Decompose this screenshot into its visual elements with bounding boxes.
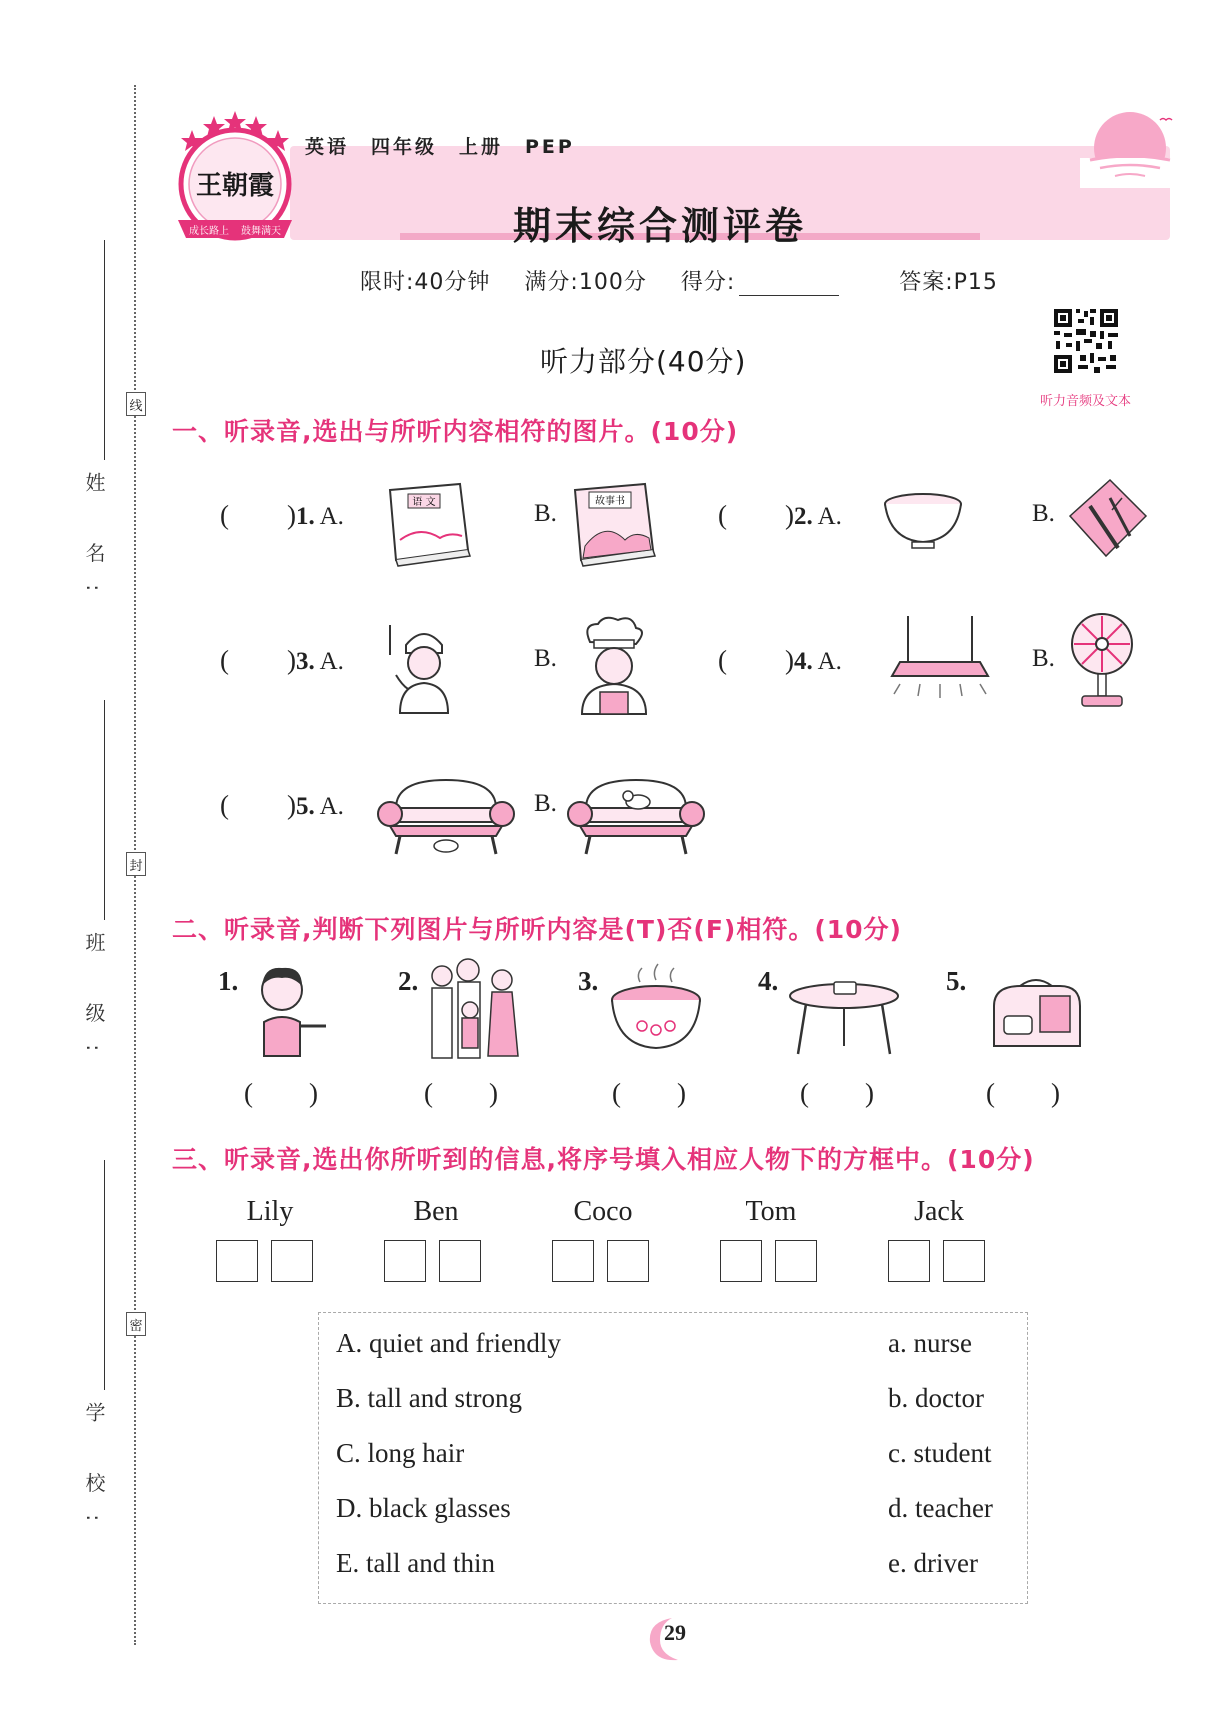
class-label: 班 级: xyxy=(82,932,106,1074)
boy-pointing-icon xyxy=(250,960,334,1060)
nurse-icon xyxy=(378,615,458,715)
full-score: 满分:100分 xyxy=(524,270,647,295)
person-name-coco: Coco xyxy=(573,1196,633,1227)
name-label: 姓 名: xyxy=(82,472,106,614)
schoolbag-icon xyxy=(980,976,1090,1056)
noodle-bowl-icon xyxy=(606,960,706,1060)
family-icon xyxy=(422,956,522,1066)
sofa-with-cat-on-icon xyxy=(566,770,706,858)
tf-item-1-paren[interactable]: ( ) xyxy=(244,1078,318,1108)
q3-option-b: B. xyxy=(534,645,557,672)
tf-item-5-paren[interactable]: ( ) xyxy=(986,1078,1060,1108)
option-E: E. tall and thin xyxy=(336,1548,495,1578)
svg-text:成长路上: 成长路上 xyxy=(189,226,229,237)
svg-text:鼓舞满天: 鼓舞满天 xyxy=(241,226,281,237)
cut-mark-seal: 封 xyxy=(126,852,146,876)
bowl-icon xyxy=(880,488,966,552)
option-e: e. driver xyxy=(888,1548,978,1578)
svg-text:语 文: 语 文 xyxy=(412,497,436,508)
option-d: d. teacher xyxy=(888,1493,993,1523)
person-name-ben: Ben xyxy=(413,1196,459,1227)
q1-answer-paren[interactable]: ( ) xyxy=(220,500,296,530)
series-label: 英语 四年级 上册 PEP xyxy=(305,136,575,158)
lily-box-2[interactable] xyxy=(271,1240,313,1282)
q5-row: ( )5. A. xyxy=(220,790,344,820)
q3-answer-paren[interactable]: ( ) xyxy=(220,645,296,675)
part-title: 听力部分(40分) xyxy=(540,345,747,378)
option-D: D. black glasses xyxy=(336,1493,511,1523)
sun-decoration-icon xyxy=(1080,108,1180,188)
q5-option-b: B. xyxy=(534,790,557,817)
option-C: C. long hair xyxy=(336,1438,465,1468)
q4-option-b: B. xyxy=(1032,645,1055,672)
exam-meta xyxy=(360,265,1024,296)
name-blank[interactable] xyxy=(104,240,105,460)
answer-page: 答案:P15 xyxy=(899,270,998,295)
page-number: 29 xyxy=(664,1620,686,1645)
tf-item-3-number: 3. xyxy=(578,966,599,996)
cook-icon xyxy=(568,612,656,716)
q1-option-b: B. xyxy=(534,500,557,527)
tf-item-3-paren[interactable]: ( ) xyxy=(612,1078,686,1108)
tom-box-2[interactable] xyxy=(775,1240,817,1282)
q2-option-b: B. xyxy=(1032,500,1055,527)
tf-item-1-number: 1. xyxy=(218,966,239,996)
tf-item-4-paren[interactable]: ( ) xyxy=(800,1078,874,1108)
class-blank[interactable] xyxy=(104,700,105,920)
brand-logo xyxy=(172,108,298,244)
option-a: a. nurse xyxy=(888,1328,972,1358)
coco-box-2[interactable] xyxy=(607,1240,649,1282)
exam-title: 期末综合测评卷 xyxy=(512,204,807,248)
score-field[interactable]: 得分: xyxy=(681,270,865,295)
sofa-with-dog-under-icon xyxy=(376,770,516,858)
option-b: b. doctor xyxy=(888,1383,984,1413)
tom-box-1[interactable] xyxy=(720,1240,762,1282)
q2-answer-paren[interactable]: ( ) xyxy=(718,500,794,530)
option-B: B. tall and strong xyxy=(336,1383,522,1413)
ceiling-light-icon xyxy=(880,612,1000,708)
ben-box-1[interactable] xyxy=(384,1240,426,1282)
score-blank[interactable] xyxy=(739,273,839,296)
option-A: A. quiet and friendly xyxy=(336,1328,561,1358)
q4-row: ( )4. A. xyxy=(718,645,842,675)
q5-answer-paren[interactable]: ( ) xyxy=(220,790,296,820)
section1-title: 一、听录音,选出与所听内容相符的图片。(10分) xyxy=(172,417,739,446)
qr-code-icon[interactable] xyxy=(1050,305,1122,377)
q2-row: ( )2. A. xyxy=(718,500,842,530)
coco-box-1[interactable] xyxy=(552,1240,594,1282)
qr-caption: 听力音频及文本 xyxy=(1040,394,1132,409)
school-blank[interactable] xyxy=(104,1160,105,1390)
section3-title: 三、听录音,选出你所听到的信息,将序号填入相应人物下的方框中。(10分) xyxy=(172,1145,1035,1174)
person-name-jack: Jack xyxy=(914,1196,964,1227)
option-c: c. student xyxy=(888,1438,992,1468)
q3-row: ( )3. A. xyxy=(220,645,344,675)
chinese-book-icon xyxy=(380,480,472,570)
svg-text:王朝霞: 王朝霞 xyxy=(195,171,275,201)
ben-box-2[interactable] xyxy=(439,1240,481,1282)
table-with-phone-icon xyxy=(786,976,902,1056)
jack-box-2[interactable] xyxy=(943,1240,985,1282)
cut-mark-secret: 密 xyxy=(126,1312,146,1336)
tf-item-2-paren[interactable]: ( ) xyxy=(424,1078,498,1108)
tf-item-4-number: 4. xyxy=(758,966,779,996)
person-name-lily: Lily xyxy=(246,1196,294,1227)
cut-mark-line: 线 xyxy=(126,392,146,416)
tf-item-5-number: 5. xyxy=(946,966,967,996)
electric-fan-icon xyxy=(1066,610,1138,710)
storybook-icon xyxy=(565,480,657,570)
jack-box-1[interactable] xyxy=(888,1240,930,1282)
q4-answer-paren[interactable]: ( ) xyxy=(718,645,794,675)
time-limit: 限时:40分钟 xyxy=(360,270,491,295)
q1-row: ( )1. A. xyxy=(220,500,344,530)
person-name-tom: Tom xyxy=(745,1196,797,1227)
tf-item-2-number: 2. xyxy=(398,966,419,996)
lily-box-1[interactable] xyxy=(216,1240,258,1282)
section2-title: 二、听录音,判断下列图片与所听内容是(T)否(F)相符。(10分) xyxy=(172,915,902,944)
svg-text:故事书: 故事书 xyxy=(595,496,625,507)
knife-fork-icon xyxy=(1060,476,1150,560)
school-label: 学 校: xyxy=(82,1402,106,1544)
